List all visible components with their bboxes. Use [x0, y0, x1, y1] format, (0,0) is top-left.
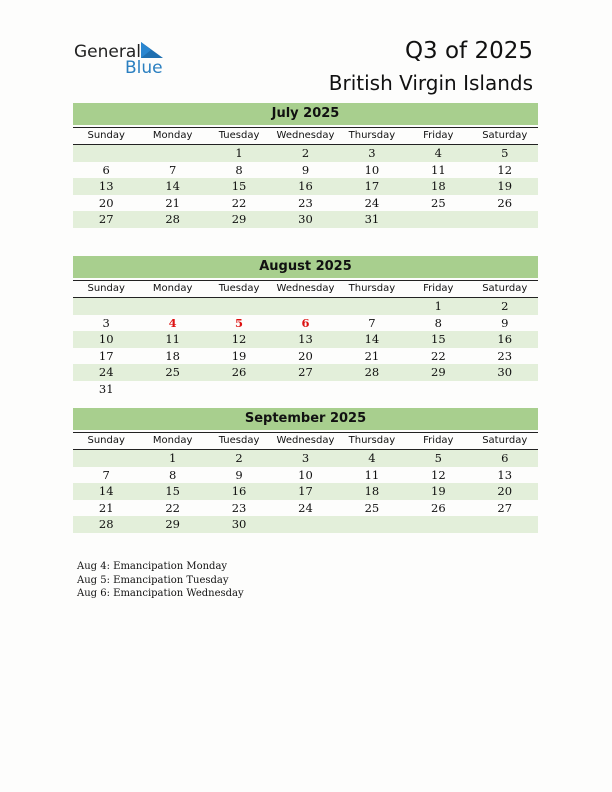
holiday-note: Aug 4: Emancipation Monday	[77, 561, 228, 572]
day-cell: 1	[168, 451, 177, 465]
day-cell: 6	[501, 451, 509, 465]
day-cell: 28	[364, 365, 380, 380]
page-title: Q3 of 2025	[404, 38, 533, 64]
holiday-notes	[77, 560, 244, 601]
week-row	[73, 178, 538, 195]
empty-day-cell	[206, 298, 272, 315]
day-cell: 5	[501, 146, 509, 160]
weekday-label: Saturday	[482, 130, 528, 141]
day-cell: 5	[434, 451, 442, 465]
day-cell: 1	[235, 146, 243, 160]
weekday-label: Tuesday	[218, 435, 260, 446]
month-title: August 2025	[73, 256, 538, 278]
weekday-label: Saturday	[482, 435, 528, 446]
brand-line2: Blue	[125, 58, 163, 78]
empty-day-cell	[272, 381, 338, 398]
empty-day-cell	[472, 516, 538, 533]
day-cell: 14	[98, 484, 114, 499]
day-cell: 12	[497, 162, 513, 177]
day-cell: 26	[497, 195, 513, 210]
day-cell: 19	[497, 179, 513, 194]
day-cell: 4	[434, 146, 442, 160]
day-cell: 31	[364, 212, 380, 227]
weekday-header	[73, 127, 538, 145]
day-cell: 7	[168, 162, 177, 177]
weekday-label: Sunday	[87, 435, 125, 446]
day-cell: 2	[501, 299, 509, 313]
empty-day-cell	[339, 298, 405, 315]
month-july	[73, 103, 538, 228]
day-cell: 25	[165, 365, 180, 380]
month-september	[73, 408, 538, 533]
day-cell: 7	[102, 467, 110, 482]
weekday-label: Thursday	[348, 283, 396, 294]
empty-day-cell	[405, 211, 471, 228]
day-cell: 23	[298, 195, 313, 210]
weekday-label: Thursday	[348, 435, 396, 446]
brand-logo	[74, 42, 174, 78]
day-cell: 14	[364, 332, 380, 347]
day-cell: 8	[168, 467, 177, 482]
empty-day-cell	[272, 298, 338, 315]
day-cell: 2	[235, 451, 243, 465]
day-cell: 29	[431, 365, 446, 380]
holiday-note: Aug 5: Emancipation Tuesday	[77, 574, 229, 586]
weekday-label: Sunday	[87, 130, 125, 141]
empty-day-cell	[339, 381, 405, 398]
day-cell: 11	[364, 467, 380, 482]
week-row	[73, 162, 538, 179]
day-cell: 22	[231, 195, 247, 210]
empty-day-cell	[139, 298, 205, 315]
weekday-label: Friday	[423, 130, 454, 141]
logo-triangle-icon	[141, 42, 163, 58]
week-row	[73, 195, 538, 212]
day-cell: 28	[165, 212, 180, 227]
day-cell: 17	[298, 484, 313, 499]
weekday-label: Wednesday	[276, 283, 335, 294]
day-cell: 14	[165, 179, 180, 194]
weekday-label: Monday	[152, 130, 193, 141]
day-cell: 30	[231, 517, 247, 532]
day-cell: 27	[298, 365, 313, 380]
day-cell: 7	[368, 315, 376, 330]
month-title: July 2025	[73, 103, 538, 125]
brand-line1: General	[74, 42, 141, 62]
day-cell: 30	[298, 212, 313, 227]
empty-day-cell	[73, 450, 139, 467]
day-cell: 3	[301, 451, 310, 465]
empty-day-cell	[472, 211, 538, 228]
day-cell: 21	[165, 195, 180, 210]
day-cell: 25	[364, 500, 380, 515]
weekday-label: Wednesday	[276, 435, 335, 446]
day-cell: 25	[431, 195, 446, 210]
day-cell: 17	[98, 348, 114, 363]
day-cell: 12	[431, 467, 446, 482]
day-cell: 29	[165, 517, 180, 532]
week-row	[73, 381, 538, 398]
day-cell: 10	[364, 162, 380, 177]
day-cell: 3	[102, 315, 110, 330]
day-cell: 30	[497, 365, 513, 380]
day-cell: 16	[497, 332, 513, 347]
weekday-label: Friday	[423, 283, 454, 294]
day-cell: 15	[431, 332, 446, 347]
week-row	[73, 516, 538, 533]
day-cell: 26	[231, 365, 247, 380]
day-cell: 1	[434, 299, 442, 313]
week-row	[73, 450, 538, 467]
day-cell: 24	[364, 195, 380, 210]
day-cell: 3	[368, 146, 376, 160]
day-cell: 24	[298, 500, 313, 515]
day-cell: 15	[165, 484, 180, 499]
day-cell: 18	[364, 484, 380, 499]
day-cell: 19	[231, 348, 247, 363]
weekday-label: Sunday	[87, 283, 125, 294]
day-cell: 16	[298, 179, 313, 194]
day-cell: 18	[431, 179, 446, 194]
empty-day-cell	[139, 381, 205, 398]
day-cell: 20	[497, 484, 513, 499]
weekday-header	[73, 280, 538, 298]
day-cell: 8	[235, 162, 243, 177]
empty-day-cell	[339, 516, 405, 533]
week-row	[73, 331, 538, 348]
day-cell: 13	[298, 332, 313, 347]
empty-day-cell	[472, 381, 538, 398]
week-row	[73, 298, 538, 315]
week-row	[73, 467, 538, 484]
weekday-label: Saturday	[482, 283, 528, 294]
day-cell: 19	[431, 484, 446, 499]
day-cell: 8	[434, 315, 442, 330]
day-cell: 9	[501, 315, 509, 330]
day-cell: 5	[235, 315, 244, 330]
weekday-header	[73, 432, 538, 450]
day-cell: 21	[98, 500, 114, 515]
empty-day-cell	[73, 145, 139, 162]
day-cell: 15	[231, 179, 247, 194]
day-cell: 11	[431, 162, 446, 177]
day-cell: 28	[98, 517, 114, 532]
page-subtitle: British Virgin Islands	[328, 71, 533, 95]
weekday-label: Tuesday	[218, 130, 260, 141]
day-cell: 21	[364, 348, 380, 363]
day-cell: 27	[98, 212, 114, 227]
weekday-label: Monday	[152, 283, 193, 294]
day-cell: 11	[165, 332, 180, 347]
empty-day-cell	[139, 145, 205, 162]
month-august	[73, 256, 538, 398]
empty-day-cell	[405, 381, 471, 398]
day-cell: 23	[497, 348, 513, 363]
day-cell: 9	[235, 467, 243, 482]
day-cell: 20	[98, 195, 114, 210]
empty-day-cell	[405, 516, 471, 533]
empty-day-cell	[206, 381, 272, 398]
week-row	[73, 348, 538, 365]
week-row	[73, 315, 538, 332]
month-title: September 2025	[73, 408, 538, 430]
day-cell: 10	[98, 332, 114, 347]
day-cell: 13	[497, 467, 513, 482]
holiday-note: Aug 6: Emancipation Wednesday	[77, 588, 244, 599]
day-cell: 26	[431, 500, 446, 515]
day-cell: 18	[165, 348, 180, 363]
day-cell: 29	[231, 212, 247, 227]
empty-day-cell	[73, 298, 139, 315]
day-cell: 31	[98, 381, 114, 396]
weekday-label: Thursday	[348, 130, 396, 141]
week-row	[73, 145, 538, 162]
day-cell: 6	[301, 315, 310, 330]
day-cell: 22	[431, 348, 446, 363]
day-cell: 12	[231, 332, 247, 347]
week-row	[73, 500, 538, 517]
day-cell: 22	[165, 500, 180, 515]
day-cell: 27	[497, 500, 513, 515]
day-cell: 23	[231, 500, 247, 515]
weekday-label: Monday	[152, 435, 193, 446]
weekday-label: Tuesday	[218, 283, 260, 294]
day-cell: 4	[168, 315, 177, 330]
empty-day-cell	[272, 516, 338, 533]
day-cell: 4	[368, 451, 376, 465]
day-cell: 6	[102, 162, 110, 177]
day-cell: 10	[298, 467, 313, 482]
day-cell: 13	[98, 179, 114, 194]
week-row	[73, 483, 538, 500]
day-cell: 16	[231, 484, 247, 499]
day-cell: 17	[364, 179, 380, 194]
weekday-label: Wednesday	[276, 130, 335, 141]
weekday-label: Friday	[423, 435, 454, 446]
week-row	[73, 364, 538, 381]
day-cell: 9	[301, 162, 310, 177]
week-row	[73, 211, 538, 228]
day-cell: 24	[98, 365, 114, 380]
day-cell: 2	[301, 146, 310, 160]
day-cell: 20	[298, 348, 313, 363]
